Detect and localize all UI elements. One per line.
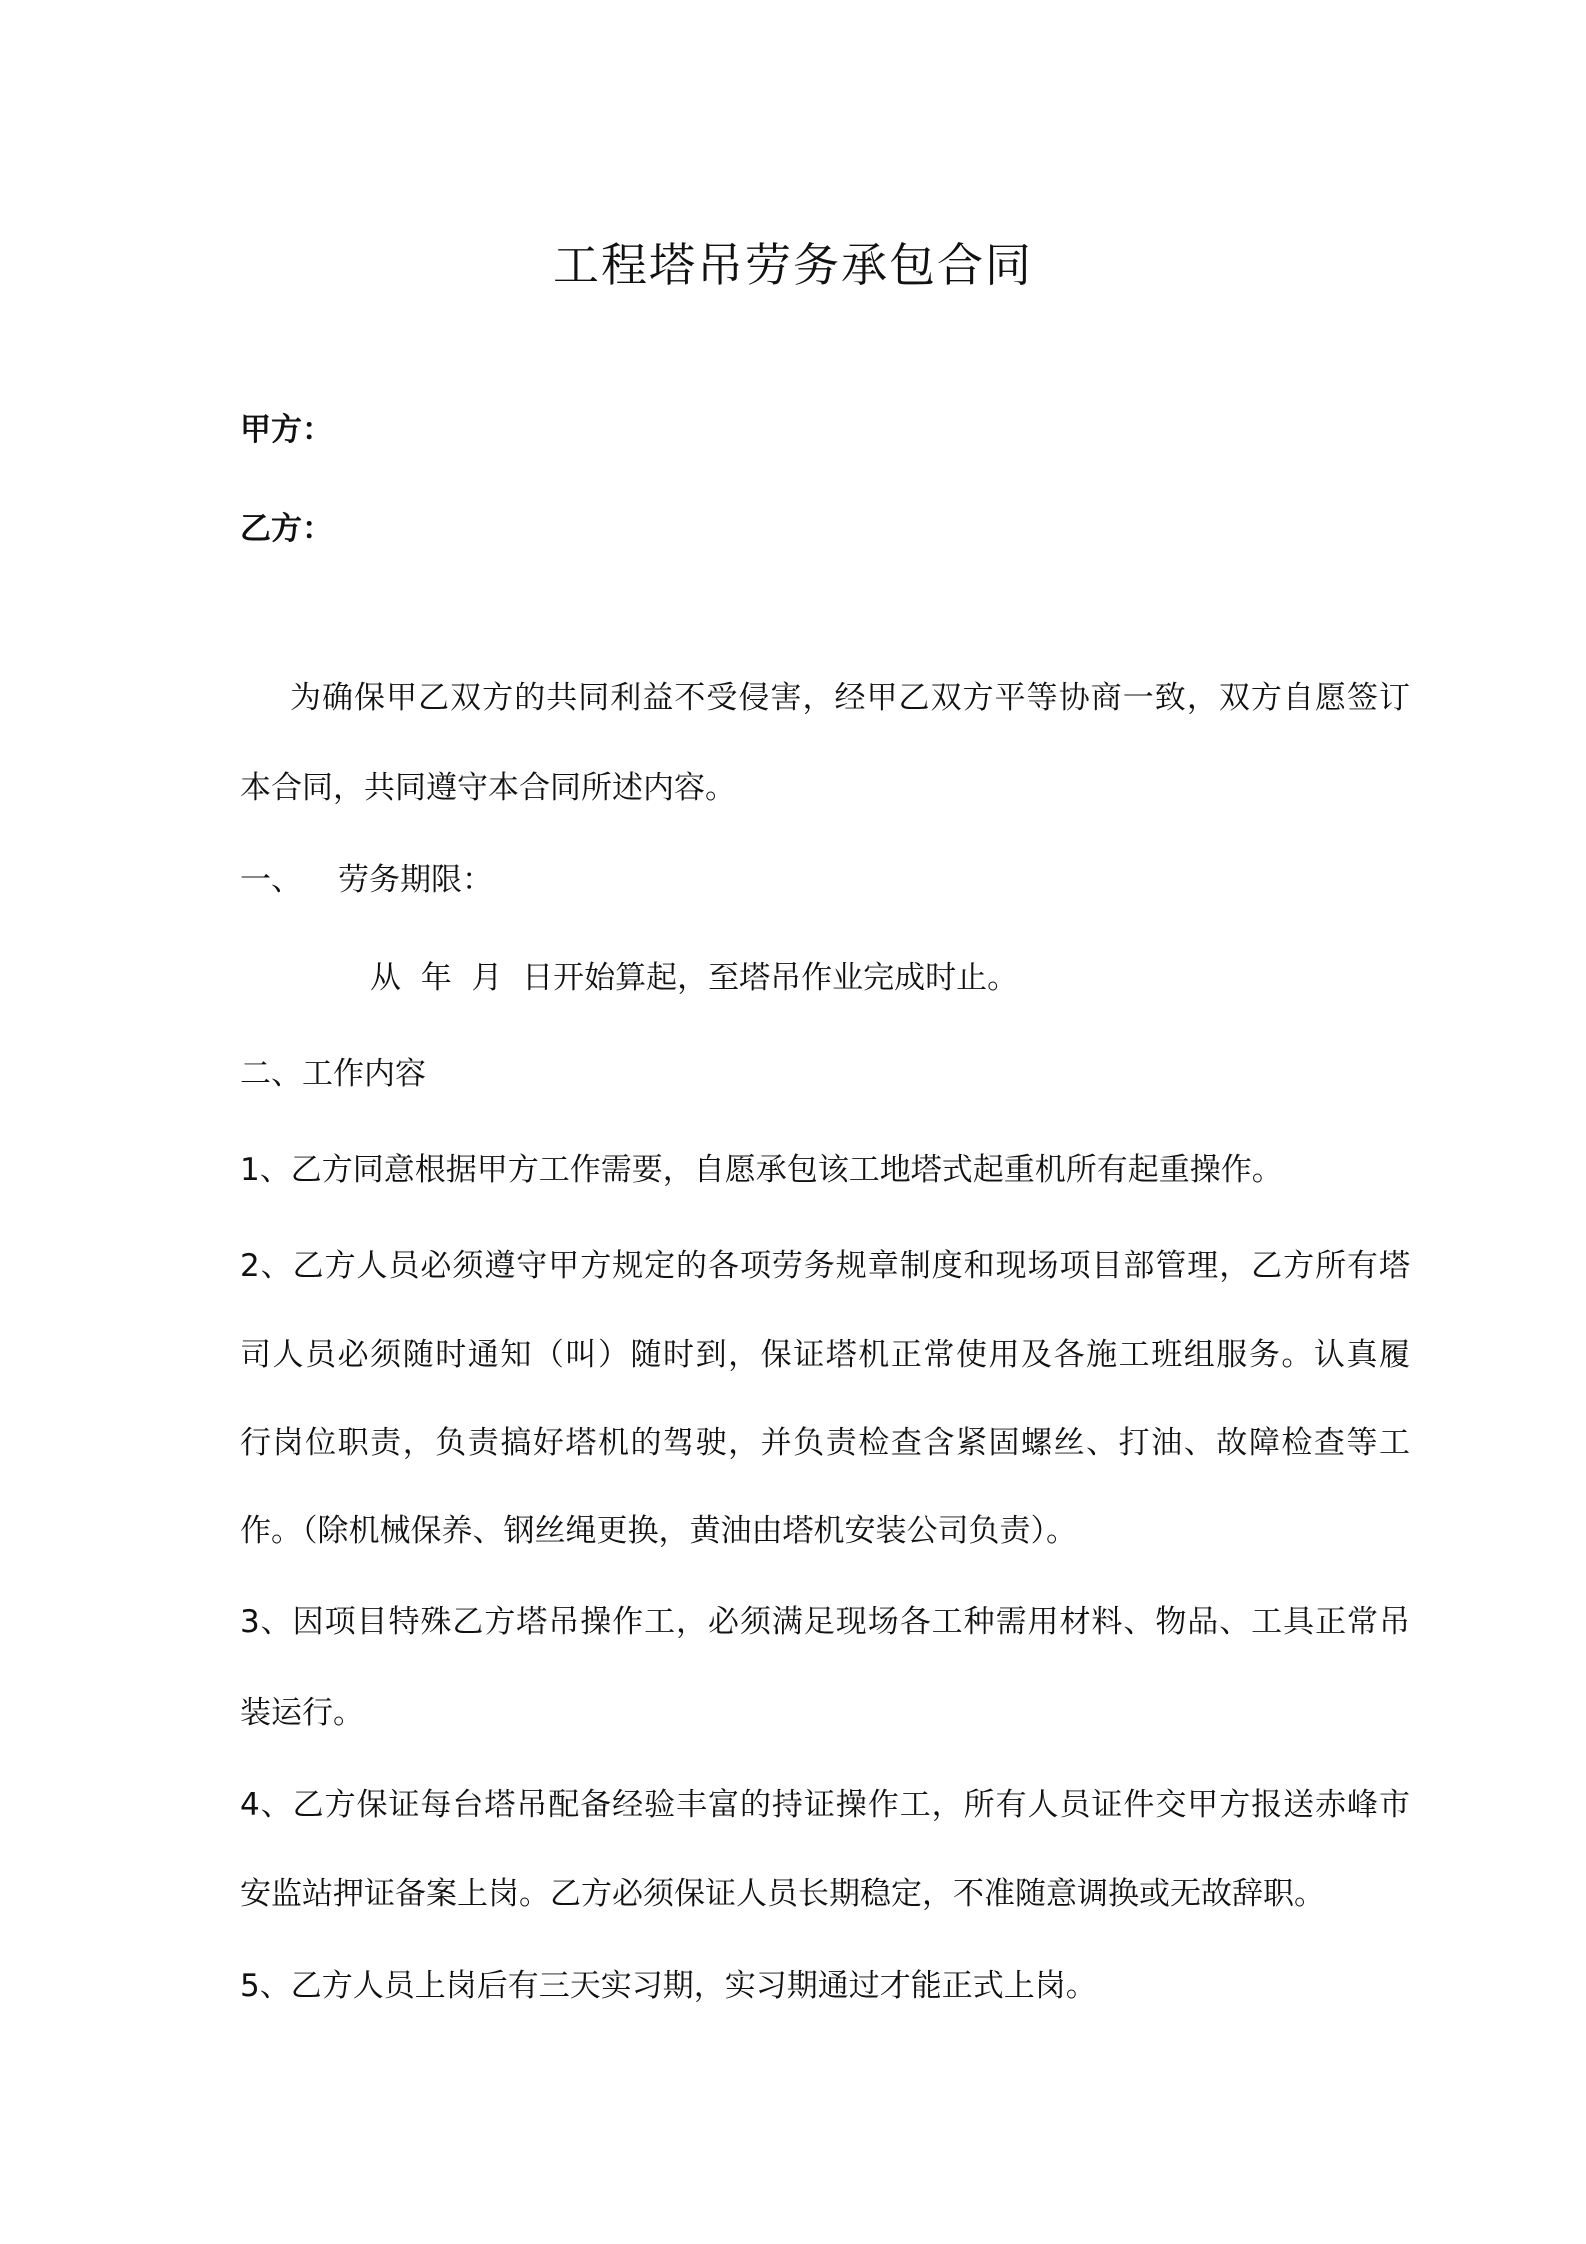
section-2-heading: 二、工作内容	[240, 1056, 426, 1092]
item-1-line-1: 1、乙方同意根据甲方工作需要，自愿承包该工地塔式起重机所有起重操作。	[240, 1152, 1283, 1188]
preamble-line-1: 为确保甲乙双方的共同利益不受侵害，经甲乙双方平等协商一致，双方自愿签订	[290, 680, 1410, 716]
section-1-content: 从 年 月 日开始算起，至塔吊作业完成时止。	[370, 960, 1019, 996]
item-2-line-2: 司人员必须随时通知（叫）随时到，保证塔机正常使用及各施工班组服务。认真履	[240, 1337, 1410, 1373]
section-1-number: 一、	[240, 862, 302, 898]
item-4-line-2: 安监站押证备案上岗。乙方必须保证人员长期稳定，不准随意调换或无故辞职。	[240, 1876, 1325, 1912]
party-a-label: 甲方：	[240, 412, 333, 448]
preamble-line-2: 本合同，共同遵守本合同所述内容。	[240, 770, 736, 806]
party-b-label: 乙方：	[240, 511, 333, 547]
item-2-line-4: 作。（除机械保养、钢丝绳更换，黄油由塔机安装公司负责）。	[240, 1513, 1077, 1549]
item-5-line-1: 5、乙方人员上岗后有三天实习期，实习期通过才能正式上岗。	[240, 1968, 1097, 2004]
item-3-line-1: 3、因项目特殊乙方塔吊操作工，必须满足现场各工种需用材料、物品、工具正常吊	[240, 1604, 1410, 1640]
item-2-line-3: 行岗位职责，负责搞好塔机的驾驶，并负责检查含紧固螺丝、打油、故障检查等工	[240, 1425, 1410, 1461]
contract-title: 工程塔吊劳务承包合同	[553, 238, 1033, 292]
item-2-line-1: 2、乙方人员必须遵守甲方规定的各项劳务规章制度和现场项目部管理，乙方所有塔	[240, 1248, 1410, 1284]
item-3-line-2: 装运行。	[240, 1695, 364, 1731]
item-4-line-1: 4、乙方保证每台塔吊配备经验丰富的持证操作工，所有人员证件交甲方报送赤峰市	[240, 1787, 1410, 1823]
section-1-heading: 劳务期限：	[338, 862, 493, 898]
